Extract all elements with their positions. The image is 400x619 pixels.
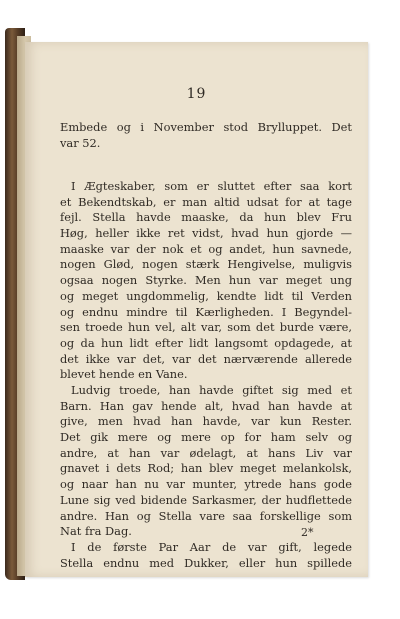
text-line: og da hun lidt efter lidt langsomt opdagede, at xyxy=(60,335,352,350)
text-line: og naar han nu var munter, ytrede hans gode xyxy=(60,477,352,492)
book-page xyxy=(25,42,368,577)
text-line: gnavet i dets Rod; han blev meget melankolsk, xyxy=(60,461,352,476)
paragraph-continuation xyxy=(60,120,352,151)
text-line: det ikke var det, var det nærværende allerede xyxy=(60,351,352,366)
text-line: I de første Par Aar de var gift, legede xyxy=(71,540,352,554)
text-line: ogsaa nogen Styrke. Men hun var meget ung xyxy=(60,273,352,288)
text-line: Det gik mere og mere op for ham selv og xyxy=(60,430,352,445)
text-line: nogen Glød, nogen stærk Hengivelse, muligvis xyxy=(60,257,352,272)
text-line: var 52. xyxy=(60,135,101,150)
text-line: Ludvig troede, han havde giftet sig med et xyxy=(71,383,352,397)
text-line: andre. Han og Stella vare saa forskellige som xyxy=(60,508,352,523)
paragraph-3 xyxy=(60,540,352,571)
text-line: et Bekendtskab, er man altid udsat for at tage xyxy=(60,194,352,209)
text-line: Barn. Han gav hende alt, hvad han havde at xyxy=(60,398,352,413)
text-line: Høg, heller ikke ret vidst, hvad hun gjorde — xyxy=(60,226,352,241)
text-line: sen troede hun vel, alt var, som det burde være, xyxy=(60,320,352,335)
text-line: Lune sig ved bidende Sarkasmer, der hudflettede xyxy=(60,492,352,507)
text-line: blevet hende en Vane. xyxy=(60,367,188,382)
text-line: Stella endnu med Dukker, eller hun spillede xyxy=(60,555,352,570)
text-line: Nat fra Dag. xyxy=(60,524,132,539)
paragraph-2 xyxy=(60,383,352,540)
text-line: I Ægteskaber, som er sluttet efter saa kort xyxy=(71,179,352,193)
text-line: andre, at han var ødelagt, at hans Liv var xyxy=(60,445,352,460)
signature-mark: 2* xyxy=(301,526,314,539)
page-number: 19 xyxy=(186,86,207,102)
text-line: give, men hvad han havde, var kun Rester. xyxy=(60,414,352,429)
text-line: Embede og i November stod Brylluppet. Det xyxy=(60,120,352,134)
text-line: og endnu mindre til Kærligheden. I Begyndel- xyxy=(60,304,352,319)
text-line: maaske var der nok et og andet, hun savnede, xyxy=(60,241,352,256)
text-line: fejl. Stella havde maaske, da hun blev Fru xyxy=(60,210,352,225)
paragraph-1 xyxy=(60,179,352,383)
text-line: og meget ungdommelig, kendte lidt til Verden xyxy=(60,288,352,303)
